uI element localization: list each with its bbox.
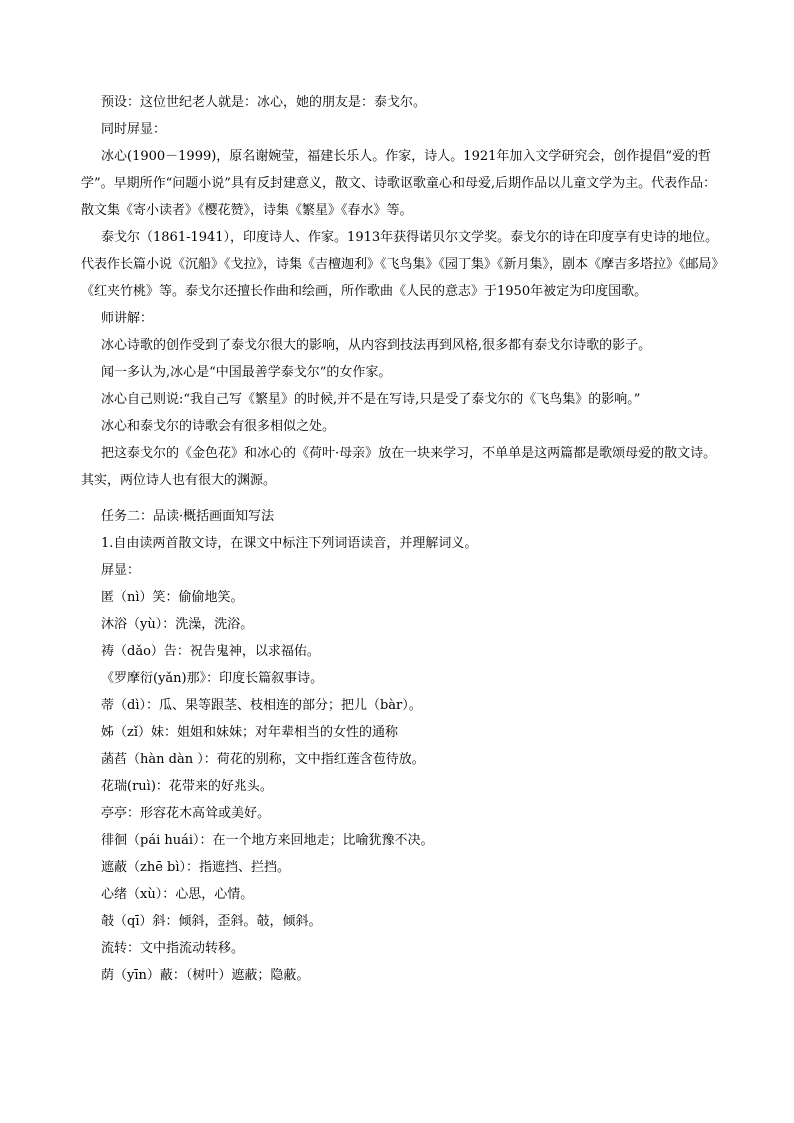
paragraph-bingxin-bio: 冰心(1900－1999)，原名谢婉莹，福建长乐人。作家，诗人。1921年加入文学研究会，创作提倡“爱的哲学”。早期所作“问题小说”具有反封建意义，散文、诗歌讴歌童心和母爱,后期作品以儿童文学为主。代表作品：散文集《寄小读者》《樱花赞》，诗集《繁星》《春水》等。 bbox=[81, 149, 717, 218]
section-gap bbox=[81, 494, 721, 503]
paragraph-connection: 把这泰戈尔的《金色花》和冰心的《荷叶·母亲》放在一块来学习，不单单是这两篇都是歌颂母爱的散文诗。其实，两位诗人也有很大的渊源。 bbox=[81, 446, 717, 488]
vocab-item: 流转：文中指流动转移。 bbox=[101, 941, 245, 956]
paragraph-bingxin-quote: 冰心自己则说:“我自己写《繁星》的时候,并不是在写诗,只是受了泰戈尔的《飞鸟集》的影响。” bbox=[101, 392, 641, 407]
paragraph-preset: 预设：这位世纪老人就是：冰心，她的朋友是：泰戈尔。 bbox=[101, 95, 427, 110]
vocab-item: 遮蔽（zhē bì）：指遮挡、拦挡。 bbox=[101, 860, 291, 875]
vocab-item: 荫（yīn）蔽：（树叶）遮蔽；隐蔽。 bbox=[101, 968, 310, 983]
vocab-item: 徘徊（pái huái）：在一个地方来回地走；比喻犹豫不决。 bbox=[101, 833, 434, 848]
task-title: 任务二：品读·概括画面知写法 bbox=[101, 509, 275, 524]
paragraph-tagore-bio: 泰戈尔（1861-1941），印度诗人、作家。1913年获得诺贝尔文学奖。泰戈尔的诗在印度享有史诗的地位。代表作长篇小说《沉船》《戈拉》，诗集《吉檀迦利》《飞鸟集》《园丁集》《新月集》，剧本《摩吉多塔拉》《邮局》《红夹竹桃》等。泰戈尔还擅长作曲和绘画，所作歌曲《人民的意志》于1950年被定为印度国歌。 bbox=[81, 230, 719, 299]
paragraph-teacher-explain: 师讲解： bbox=[101, 311, 154, 326]
vocab-item: 花瑞(ruì)：花带来的好兆头。 bbox=[101, 779, 273, 794]
document-body bbox=[81, 89, 721, 989]
task-instruction: 1.自由读两首散文诗，在课文中标注下列词语读音，并理解词义。 bbox=[101, 536, 478, 551]
vocab-item: 菡萏（hàn dàn ）：荷花的别称，文中指红莲含苞待放。 bbox=[101, 752, 425, 767]
vocab-item: 姊（zǐ）妹：姐姐和妹妹；对年辈相当的女性的通称 bbox=[101, 725, 399, 740]
vocab-item: 匿（nì）笑：偷偷地笑。 bbox=[101, 590, 244, 605]
paragraph-screen-display: 同时屏显： bbox=[101, 122, 167, 137]
paragraph-wenyiduo: 闻一多认为,冰心是“中国最善学泰戈尔”的女作家。 bbox=[101, 365, 392, 380]
vocab-item: 攲（qī）斜：倾斜，歪斜。攲，倾斜。 bbox=[101, 914, 322, 929]
vocab-item: 《罗摩衍(yǎn)那》：印度长篇叙事诗。 bbox=[101, 671, 324, 686]
screen-label: 屏显： bbox=[101, 563, 141, 578]
vocab-item: 沐浴（yù）：洗澡，洗浴。 bbox=[101, 617, 254, 632]
vocab-item: 蒂（dì）：瓜、果等跟茎、枝相连的部分；把儿（bàr）。 bbox=[101, 698, 422, 713]
paragraph-similarity: 冰心和泰戈尔的诗歌会有很多相似之处。 bbox=[101, 419, 336, 434]
vocab-item: 祷（dǎo）告：祝告鬼神，以求福佑。 bbox=[101, 644, 320, 659]
paragraph-influence: 冰心诗歌的创作受到了泰戈尔很大的影响，从内容到技法再到风格,很多都有泰戈尔诗歌的影子。 bbox=[101, 338, 652, 353]
vocab-item: 亭亭：形容花木高耸或美好。 bbox=[101, 806, 271, 821]
vocab-item: 心绪（xù）：心思，心情。 bbox=[101, 887, 254, 902]
